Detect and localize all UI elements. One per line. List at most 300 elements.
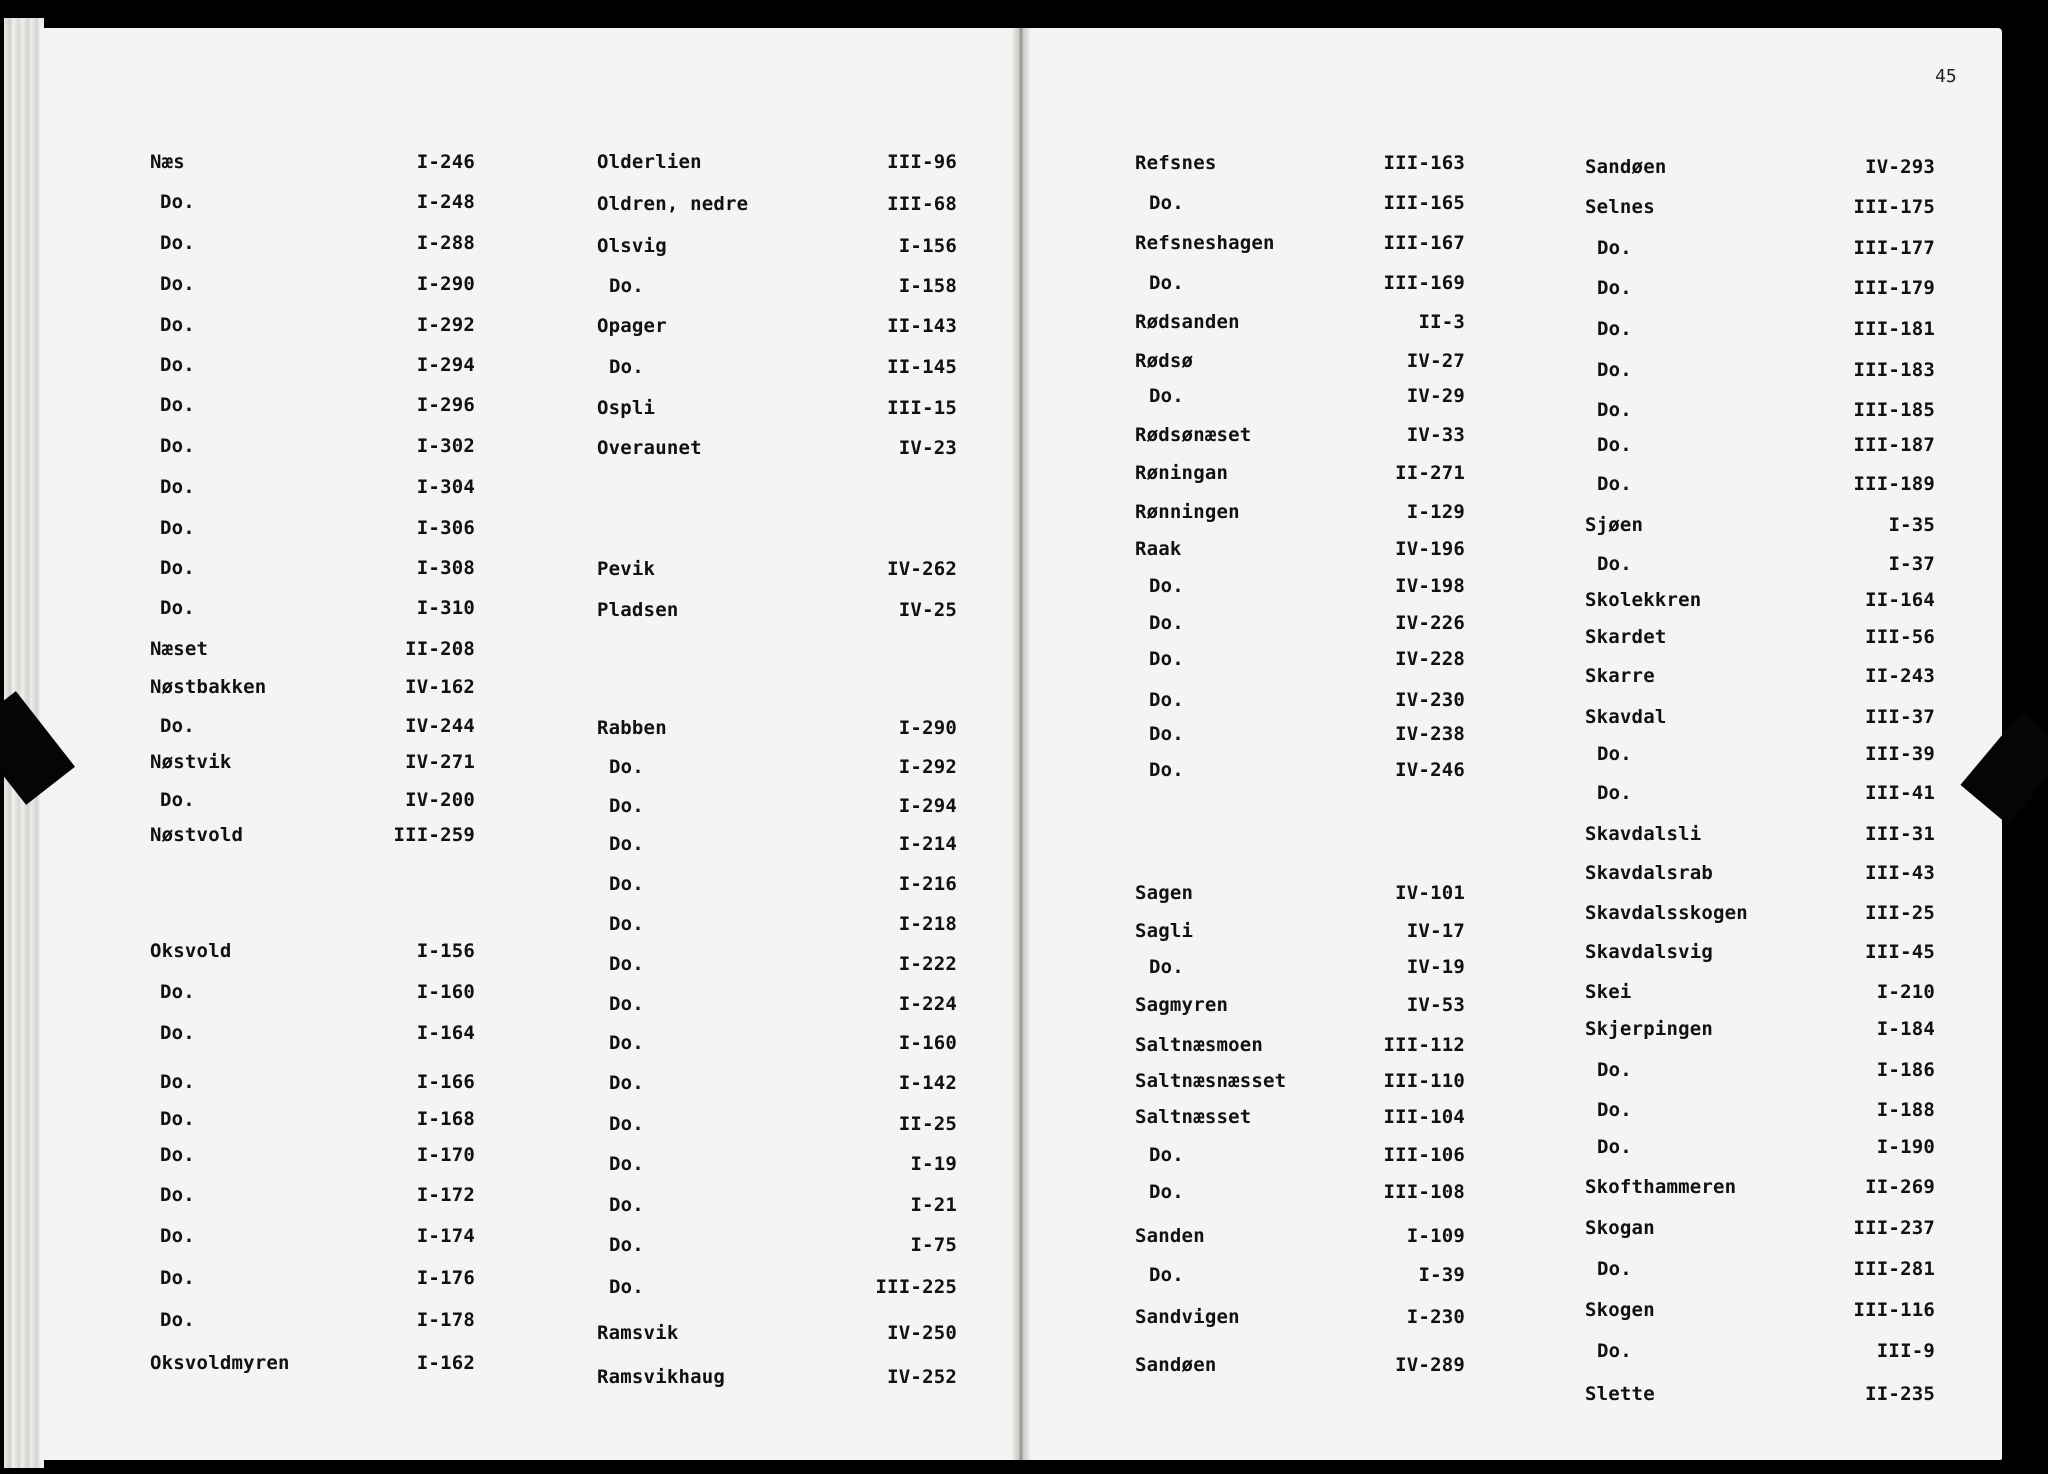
place-name: Do. bbox=[160, 1184, 195, 1206]
index-entry bbox=[1135, 385, 1465, 409]
volume-reference: III-225 bbox=[875, 1276, 957, 1298]
volume-reference: IV-252 bbox=[887, 1366, 957, 1388]
volume-reference: I-160 bbox=[898, 1032, 957, 1054]
index-entry bbox=[597, 1276, 957, 1300]
place-name: Do. bbox=[609, 993, 644, 1015]
place-name: Do. bbox=[1597, 434, 1632, 456]
index-entry bbox=[1585, 626, 1935, 650]
index-entry bbox=[1585, 434, 1935, 458]
place-name: Do. bbox=[609, 1153, 644, 1175]
index-entry bbox=[1585, 862, 1935, 886]
index-entry bbox=[1135, 538, 1465, 562]
volume-reference: II-3 bbox=[1418, 311, 1465, 333]
place-name: Do. bbox=[609, 913, 644, 935]
index-entry bbox=[597, 397, 957, 421]
index-entry bbox=[150, 435, 475, 459]
place-name: Do. bbox=[160, 1071, 195, 1093]
volume-reference: III-237 bbox=[1853, 1217, 1935, 1239]
index-entry bbox=[150, 824, 475, 848]
index-entry bbox=[150, 1225, 475, 1249]
index-entry bbox=[1135, 1181, 1465, 1205]
volume-reference: III-104 bbox=[1383, 1106, 1465, 1128]
volume-reference: I-37 bbox=[1888, 553, 1935, 575]
index-entry bbox=[597, 993, 957, 1017]
volume-reference: IV-289 bbox=[1395, 1354, 1465, 1376]
index-entry bbox=[597, 151, 957, 175]
place-name: Oldren, nedre bbox=[597, 193, 749, 215]
index-entry bbox=[1585, 1136, 1935, 1160]
volume-reference: II-243 bbox=[1865, 665, 1935, 687]
index-entry bbox=[150, 638, 475, 662]
volume-reference: II-269 bbox=[1865, 1176, 1935, 1198]
place-name: Do. bbox=[160, 597, 195, 619]
index-entry bbox=[597, 1234, 957, 1258]
place-name: Do. bbox=[1597, 1340, 1632, 1362]
place-name: Do. bbox=[609, 275, 644, 297]
index-entry bbox=[150, 1184, 475, 1208]
place-name: Saltnæsset bbox=[1135, 1106, 1252, 1128]
volume-reference: III-106 bbox=[1383, 1144, 1465, 1166]
volume-reference: III-167 bbox=[1383, 232, 1465, 254]
place-name: Sandøen bbox=[1135, 1354, 1217, 1376]
index-entry bbox=[1585, 1258, 1935, 1282]
volume-reference: IV-200 bbox=[405, 789, 475, 811]
place-name: Refsneshagen bbox=[1135, 232, 1275, 254]
index-entry bbox=[1135, 311, 1465, 335]
index-entry bbox=[150, 981, 475, 1005]
index-entry bbox=[150, 232, 475, 256]
page-number: 45 bbox=[1935, 66, 1957, 87]
index-entry bbox=[150, 1352, 475, 1376]
place-name: Do. bbox=[160, 435, 195, 457]
volume-reference: IV-271 bbox=[405, 751, 475, 773]
place-name: Do. bbox=[1597, 1258, 1632, 1280]
index-entry bbox=[1585, 514, 1935, 538]
volume-reference: III-169 bbox=[1383, 272, 1465, 294]
index-entry bbox=[1135, 424, 1465, 448]
index-entry bbox=[1585, 1299, 1935, 1323]
place-name: Do. bbox=[1597, 1059, 1632, 1081]
volume-reference: IV-198 bbox=[1395, 575, 1465, 597]
volume-reference: I-35 bbox=[1888, 514, 1935, 536]
index-entry bbox=[1135, 1306, 1465, 1330]
volume-reference: I-292 bbox=[416, 314, 475, 336]
volume-reference: I-230 bbox=[1406, 1306, 1465, 1328]
place-name: Sandøen bbox=[1585, 156, 1667, 178]
index-entry bbox=[1585, 399, 1935, 423]
place-name: Pladsen bbox=[597, 599, 679, 621]
index-entry bbox=[1585, 1217, 1935, 1241]
index-entry bbox=[150, 517, 475, 541]
index-entry bbox=[1585, 237, 1935, 261]
index-entry bbox=[1585, 782, 1935, 806]
volume-reference: I-290 bbox=[416, 273, 475, 295]
volume-reference: III-185 bbox=[1853, 399, 1935, 421]
place-name: Do. bbox=[609, 1032, 644, 1054]
volume-reference: III-116 bbox=[1853, 1299, 1935, 1321]
place-name: Do. bbox=[1597, 1099, 1632, 1121]
index-entry bbox=[1585, 902, 1935, 926]
place-name: Do. bbox=[1597, 399, 1632, 421]
index-entry bbox=[1585, 665, 1935, 689]
volume-reference: I-296 bbox=[416, 394, 475, 416]
place-name: Do. bbox=[1149, 612, 1184, 634]
place-name: Do. bbox=[1149, 759, 1184, 781]
place-name: Rødsø bbox=[1135, 350, 1194, 372]
volume-reference: I-168 bbox=[416, 1108, 475, 1130]
index-entry bbox=[150, 597, 475, 621]
index-entry bbox=[150, 1309, 475, 1333]
place-name: Do. bbox=[1597, 277, 1632, 299]
place-name: Skolekkren bbox=[1585, 589, 1702, 611]
volume-reference: II-271 bbox=[1395, 462, 1465, 484]
place-name: Ramsvikhaug bbox=[597, 1366, 726, 1388]
index-entry bbox=[150, 354, 475, 378]
volume-reference: III-9 bbox=[1876, 1340, 1935, 1362]
index-entry bbox=[1135, 956, 1465, 980]
index-entry bbox=[1135, 689, 1465, 713]
volume-reference: IV-226 bbox=[1395, 612, 1465, 634]
index-entry bbox=[1585, 941, 1935, 965]
volume-reference: III-56 bbox=[1865, 626, 1935, 648]
index-entry bbox=[597, 795, 957, 819]
volume-reference: I-190 bbox=[1876, 1136, 1935, 1158]
index-entry bbox=[1135, 1034, 1465, 1058]
volume-reference: I-186 bbox=[1876, 1059, 1935, 1081]
index-entry bbox=[150, 151, 475, 175]
volume-reference: III-108 bbox=[1383, 1181, 1465, 1203]
place-name: Sagli bbox=[1135, 920, 1194, 942]
volume-reference: IV-244 bbox=[405, 715, 475, 737]
place-name: Rødsanden bbox=[1135, 311, 1240, 333]
volume-reference: II-208 bbox=[405, 638, 475, 660]
volume-reference: I-21 bbox=[910, 1194, 957, 1216]
index-entry bbox=[597, 1194, 957, 1218]
place-name: Do. bbox=[1597, 473, 1632, 495]
place-name: Nøstbakken bbox=[150, 676, 267, 698]
volume-reference: III-110 bbox=[1383, 1070, 1465, 1092]
place-name: Do. bbox=[160, 394, 195, 416]
index-entry bbox=[1135, 648, 1465, 672]
volume-reference: IV-250 bbox=[887, 1322, 957, 1344]
place-name: Olderlien bbox=[597, 151, 702, 173]
volume-reference: III-41 bbox=[1865, 782, 1935, 804]
place-name: Næset bbox=[150, 638, 209, 660]
place-name: Do. bbox=[1597, 553, 1632, 575]
index-entry bbox=[597, 1113, 957, 1137]
volume-reference: III-112 bbox=[1383, 1034, 1465, 1056]
volume-reference: IV-293 bbox=[1865, 156, 1935, 178]
place-name: Do. bbox=[160, 191, 195, 213]
place-name: Skofthammeren bbox=[1585, 1176, 1737, 1198]
place-name: Skavdalsrab bbox=[1585, 862, 1714, 884]
volume-reference: I-178 bbox=[416, 1309, 475, 1331]
index-entry bbox=[1585, 1099, 1935, 1123]
place-name: Saltnæsmoen bbox=[1135, 1034, 1264, 1056]
volume-reference: I-39 bbox=[1418, 1264, 1465, 1286]
index-entry bbox=[597, 873, 957, 897]
place-name: Do. bbox=[609, 1113, 644, 1135]
volume-reference: I-109 bbox=[1406, 1225, 1465, 1247]
index-entry bbox=[597, 913, 957, 937]
place-name: Skardet bbox=[1585, 626, 1667, 648]
place-name: Sagen bbox=[1135, 882, 1194, 904]
index-entry bbox=[1585, 1340, 1935, 1364]
index-entry bbox=[1135, 1070, 1465, 1094]
volume-reference: I-210 bbox=[1876, 981, 1935, 1003]
place-name: Overaunet bbox=[597, 437, 702, 459]
place-name: Oksvold bbox=[150, 940, 232, 962]
index-entry bbox=[150, 191, 475, 215]
volume-reference: IV-238 bbox=[1395, 723, 1465, 745]
volume-reference: I-292 bbox=[898, 756, 957, 778]
index-entry bbox=[1135, 1106, 1465, 1130]
place-name: Skarre bbox=[1585, 665, 1655, 687]
index-entry bbox=[1135, 1225, 1465, 1249]
volume-reference: I-214 bbox=[898, 833, 957, 855]
place-name: Do. bbox=[1149, 385, 1184, 407]
index-entry bbox=[1135, 232, 1465, 256]
place-name: Do. bbox=[609, 873, 644, 895]
volume-reference: I-162 bbox=[416, 1352, 475, 1374]
index-entry bbox=[150, 314, 475, 338]
place-name: Do. bbox=[1149, 1264, 1184, 1286]
volume-reference: IV-246 bbox=[1395, 759, 1465, 781]
volume-reference: III-31 bbox=[1865, 823, 1935, 845]
volume-reference: I-216 bbox=[898, 873, 957, 895]
index-entry bbox=[150, 273, 475, 297]
index-entry bbox=[1135, 152, 1465, 176]
place-name: Do. bbox=[160, 273, 195, 295]
place-name: Røningan bbox=[1135, 462, 1229, 484]
volume-reference: III-179 bbox=[1853, 277, 1935, 299]
index-entry bbox=[597, 1072, 957, 1096]
index-entry bbox=[597, 1153, 957, 1177]
place-name: Skavdalsskogen bbox=[1585, 902, 1748, 924]
volume-reference: III-45 bbox=[1865, 941, 1935, 963]
index-entry bbox=[597, 193, 957, 217]
place-name: Do. bbox=[160, 1144, 195, 1166]
volume-reference: I-188 bbox=[1876, 1099, 1935, 1121]
index-entry bbox=[150, 394, 475, 418]
index-entry bbox=[1135, 1354, 1465, 1378]
index-entry bbox=[1135, 462, 1465, 486]
volume-reference: I-129 bbox=[1406, 501, 1465, 523]
volume-reference: I-288 bbox=[416, 232, 475, 254]
place-name: Do. bbox=[1597, 359, 1632, 381]
index-entry bbox=[1135, 612, 1465, 636]
volume-reference: III-37 bbox=[1865, 706, 1935, 728]
place-name: Nøstvik bbox=[150, 751, 232, 773]
index-entry bbox=[1585, 553, 1935, 577]
place-name: Do. bbox=[1149, 689, 1184, 711]
index-entry bbox=[1135, 723, 1465, 747]
volume-reference: III-68 bbox=[887, 193, 957, 215]
volume-reference: I-310 bbox=[416, 597, 475, 619]
volume-reference: I-174 bbox=[416, 1225, 475, 1247]
index-entry bbox=[150, 789, 475, 813]
place-name: Do. bbox=[1149, 1181, 1184, 1203]
volume-reference: III-183 bbox=[1853, 359, 1935, 381]
place-name: Skavdalsli bbox=[1585, 823, 1702, 845]
index-entry bbox=[1585, 277, 1935, 301]
place-name: Saltnæsnæsset bbox=[1135, 1070, 1287, 1092]
place-name: Rabben bbox=[597, 717, 667, 739]
volume-reference: I-294 bbox=[898, 795, 957, 817]
place-name: Do. bbox=[609, 795, 644, 817]
index-entry bbox=[1135, 882, 1465, 906]
index-entry bbox=[1585, 156, 1935, 180]
place-name: Do. bbox=[160, 1022, 195, 1044]
volume-reference: III-175 bbox=[1853, 196, 1935, 218]
index-entry bbox=[1585, 743, 1935, 767]
place-name: Do. bbox=[160, 981, 195, 1003]
place-name: Olsvig bbox=[597, 235, 667, 257]
place-name: Slette bbox=[1585, 1383, 1655, 1405]
index-entry bbox=[150, 940, 475, 964]
volume-reference: I-222 bbox=[898, 953, 957, 975]
index-entry bbox=[597, 275, 957, 299]
volume-reference: I-142 bbox=[898, 1072, 957, 1094]
index-entry bbox=[1585, 589, 1935, 613]
place-name: Do. bbox=[160, 517, 195, 539]
place-name: Do. bbox=[160, 1267, 195, 1289]
index-entry bbox=[1585, 1059, 1935, 1083]
volume-reference: IV-196 bbox=[1395, 538, 1465, 560]
volume-reference: I-246 bbox=[416, 151, 475, 173]
index-entry bbox=[1585, 706, 1935, 730]
index-entry bbox=[597, 356, 957, 380]
volume-reference: IV-19 bbox=[1406, 956, 1465, 978]
index-entry bbox=[597, 315, 957, 339]
volume-reference: III-163 bbox=[1383, 152, 1465, 174]
place-name: Nøstvold bbox=[150, 824, 244, 846]
place-name: Sagmyren bbox=[1135, 994, 1229, 1016]
volume-reference: I-294 bbox=[416, 354, 475, 376]
place-name: Do. bbox=[1597, 318, 1632, 340]
volume-reference: I-248 bbox=[416, 191, 475, 213]
place-name: Do. bbox=[1149, 956, 1184, 978]
volume-reference: I-306 bbox=[416, 517, 475, 539]
book-gutter bbox=[1011, 28, 1031, 1460]
place-name: Do. bbox=[609, 1276, 644, 1298]
volume-reference: III-165 bbox=[1383, 192, 1465, 214]
place-name: Do. bbox=[1149, 272, 1184, 294]
volume-reference: II-164 bbox=[1865, 589, 1935, 611]
volume-reference: IV-162 bbox=[405, 676, 475, 698]
volume-reference: II-25 bbox=[898, 1113, 957, 1135]
place-name: Oksvoldmyren bbox=[150, 1352, 290, 1374]
index-entry bbox=[1135, 759, 1465, 783]
volume-reference: I-156 bbox=[898, 235, 957, 257]
place-name: Rødsønæset bbox=[1135, 424, 1252, 446]
volume-reference: III-96 bbox=[887, 151, 957, 173]
place-name: Do. bbox=[609, 756, 644, 778]
place-name: Do. bbox=[609, 356, 644, 378]
volume-reference: I-170 bbox=[416, 1144, 475, 1166]
index-entry bbox=[1585, 359, 1935, 383]
place-name: Selnes bbox=[1585, 196, 1655, 218]
volume-reference: I-164 bbox=[416, 1022, 475, 1044]
index-entry bbox=[1135, 350, 1465, 374]
volume-reference: I-166 bbox=[416, 1071, 475, 1093]
place-name: Skjerpingen bbox=[1585, 1018, 1714, 1040]
place-name: Do. bbox=[1149, 192, 1184, 214]
volume-reference: III-15 bbox=[887, 397, 957, 419]
place-name: Sandvigen bbox=[1135, 1306, 1240, 1328]
volume-reference: III-187 bbox=[1853, 434, 1935, 456]
place-name: Do. bbox=[160, 476, 195, 498]
index-entry bbox=[597, 1322, 957, 1346]
index-entry bbox=[1135, 994, 1465, 1018]
index-entry bbox=[597, 437, 957, 461]
volume-reference: IV-228 bbox=[1395, 648, 1465, 670]
place-name: Do. bbox=[160, 1225, 195, 1247]
index-entry bbox=[150, 557, 475, 581]
index-entry bbox=[597, 558, 957, 582]
index-entry bbox=[1585, 981, 1935, 1005]
place-name: Næs bbox=[150, 151, 185, 173]
volume-reference: III-25 bbox=[1865, 902, 1935, 924]
volume-reference: IV-53 bbox=[1406, 994, 1465, 1016]
volume-reference: IV-27 bbox=[1406, 350, 1465, 372]
volume-reference: I-176 bbox=[416, 1267, 475, 1289]
volume-reference: III-181 bbox=[1853, 318, 1935, 340]
volume-reference: III-177 bbox=[1853, 237, 1935, 259]
index-entry bbox=[150, 1071, 475, 1095]
volume-reference: I-158 bbox=[898, 275, 957, 297]
index-entry bbox=[150, 676, 475, 700]
index-entry bbox=[1135, 920, 1465, 944]
place-name: Skogen bbox=[1585, 1299, 1655, 1321]
index-entry bbox=[150, 1144, 475, 1168]
place-name: Do. bbox=[1149, 575, 1184, 597]
place-name: Do. bbox=[609, 1072, 644, 1094]
place-name: Do. bbox=[160, 354, 195, 376]
index-entry bbox=[597, 1032, 957, 1056]
place-name: Do. bbox=[160, 715, 195, 737]
place-name: Do. bbox=[160, 314, 195, 336]
place-name: Sanden bbox=[1135, 1225, 1205, 1247]
place-name: Do. bbox=[160, 557, 195, 579]
index-entry bbox=[1585, 196, 1935, 220]
volume-reference: III-39 bbox=[1865, 743, 1935, 765]
volume-reference: IV-17 bbox=[1406, 920, 1465, 942]
volume-reference: I-302 bbox=[416, 435, 475, 457]
index-entry bbox=[1585, 318, 1935, 342]
index-entry bbox=[150, 715, 475, 739]
place-name: Do. bbox=[1597, 1136, 1632, 1158]
volume-reference: III-189 bbox=[1853, 473, 1935, 495]
volume-reference: I-19 bbox=[910, 1153, 957, 1175]
volume-reference: I-184 bbox=[1876, 1018, 1935, 1040]
index-entry bbox=[597, 833, 957, 857]
place-name: Do. bbox=[160, 1108, 195, 1130]
place-name: Skogan bbox=[1585, 1217, 1655, 1239]
volume-reference: IV-33 bbox=[1406, 424, 1465, 446]
volume-reference: I-160 bbox=[416, 981, 475, 1003]
place-name: Raak bbox=[1135, 538, 1182, 560]
volume-reference: II-145 bbox=[887, 356, 957, 378]
place-name: Ospli bbox=[597, 397, 656, 419]
place-name: Do. bbox=[1597, 782, 1632, 804]
place-name: Do. bbox=[1149, 648, 1184, 670]
index-entry bbox=[1135, 1264, 1465, 1288]
index-entry bbox=[150, 751, 475, 775]
volume-reference: III-43 bbox=[1865, 862, 1935, 884]
index-entry bbox=[150, 1108, 475, 1132]
index-entry bbox=[597, 1366, 957, 1390]
